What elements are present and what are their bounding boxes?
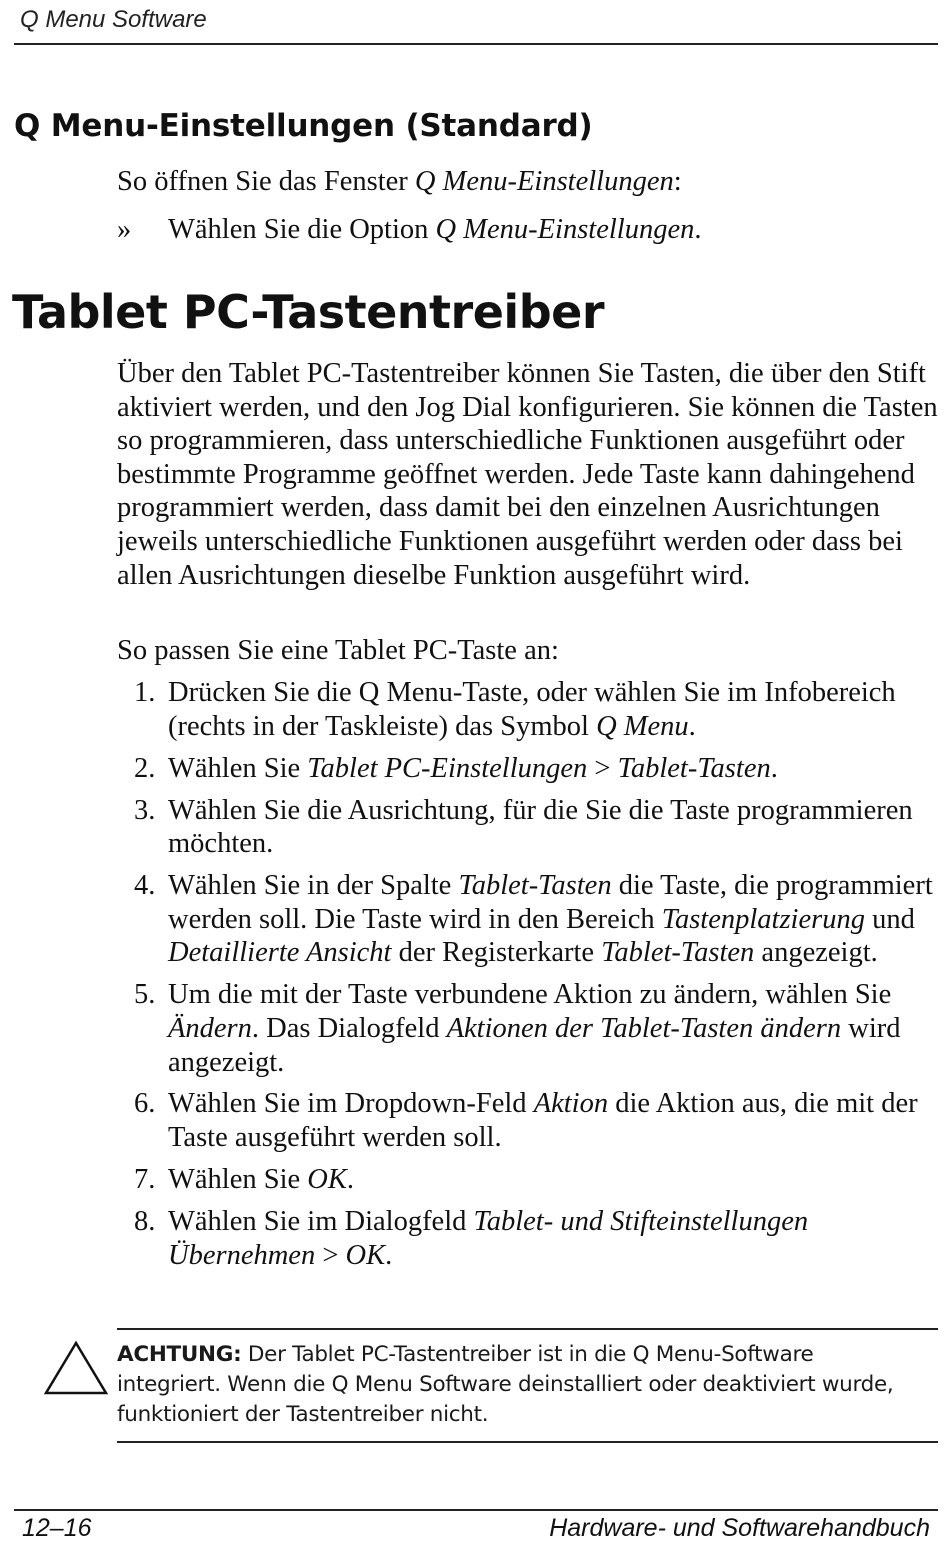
step-5	[117, 978, 939, 1079]
step-2	[117, 752, 939, 786]
step-emphasis: Tablet- und Stifteinstellungen Übernehmen	[168, 1206, 809, 1271]
step-emphasis: Aktion	[533, 1088, 609, 1120]
step-text: Wählen Sie	[168, 752, 308, 784]
step-text: .	[346, 1164, 355, 1196]
intro-paragraph: Über den Tablet PC-Tastentreiber können Sie Tasten, die über den Stift aktiviert werden, und den Jog Dial konfigurieren. Sie können die Tasten so programmieren, dass unterschiedliche Funktionen ausgeführt oder bestimmte Programme geöffnet werden. Jede Taste kann dahingehend programmiert werden, dass damit bei den einzelnen Ausrichtungen jeweils unterschiedliche Funktionen ausgeführt werden oder dass bei allen Ausrichtungen dieselbe Funktion ausgeführt wird.	[117, 358, 938, 591]
step-text: wird angezeigt.	[168, 1012, 901, 1078]
step-4	[117, 869, 939, 970]
caution-rule-top	[117, 1328, 938, 1330]
step-emphasis: OK	[307, 1164, 347, 1196]
step-emphasis: Tastenplatzierung	[661, 903, 865, 935]
caution-rule-bottom	[117, 1441, 938, 1443]
step-text: .	[688, 710, 696, 742]
footer-rule	[14, 1509, 938, 1511]
step-number: 8.	[134, 1206, 156, 1238]
step-emphasis: Tablet-Tasten	[617, 752, 771, 784]
step-emphasis: OK	[345, 1239, 386, 1271]
step-text: Wählen Sie im Dropdown-Feld	[168, 1088, 534, 1120]
step-text: .	[770, 752, 778, 784]
page-number: 12–16	[22, 1514, 92, 1542]
running-header: Q Menu Software	[20, 6, 207, 33]
step-text: die Taste, die programmiert werden soll. Die Taste wird in den Bereich	[168, 870, 933, 935]
step-emphasis: Aktionen der Tablet-Tasten ändern	[446, 1012, 842, 1044]
step-number: 4.	[134, 870, 156, 902]
caution-label: ACHTUNG:	[117, 1342, 242, 1367]
step-text: Wählen Sie im Dialogfeld	[168, 1206, 474, 1238]
step-emphasis: Tablet-Tasten	[458, 870, 612, 902]
step-6	[117, 1087, 939, 1154]
step-text: und	[864, 903, 915, 935]
bullet-mark: »	[117, 214, 132, 245]
step-emphasis: Tablet-Tasten	[601, 937, 755, 969]
step-text: die Aktion aus, die mit der Taste ausgeführt werden soll.	[168, 1088, 918, 1154]
step-text: der Registerkarte	[391, 937, 602, 969]
step-number: 6.	[134, 1088, 156, 1120]
step-text: . Das Dialogfeld	[251, 1012, 447, 1044]
step-text: .	[385, 1239, 393, 1271]
bullet-lead: Wählen Sie die Option	[168, 214, 436, 245]
step-emphasis: Tablet PC-Einstellungen	[307, 752, 588, 784]
section-heading-tablet: Tablet PC-Tastentreiber	[12, 285, 605, 339]
open-instruction	[117, 165, 939, 199]
step-text: Wählen Sie die Ausrichtung, für die Sie die Taste programmieren möchten.	[168, 794, 913, 860]
step-8	[117, 1205, 939, 1272]
open-window-name: Q Menu-Einstellungen	[414, 166, 674, 197]
step-7	[117, 1163, 939, 1197]
caution-text: Der Tablet PC-Tastentreiber ist in die Q Menu-Software integriert. Wenn die Q Menu Software deinstalliert oder deaktiviert wurde, funktioniert der Tastentreiber nicht.	[117, 1342, 894, 1427]
step-text: Wählen Sie in der Spalte	[168, 870, 459, 902]
step-text: >	[587, 752, 618, 784]
steps-lead: So passen Sie eine Tablet PC-Taste an:	[117, 635, 559, 666]
open-intro-text: So öffnen Sie das Fenster	[117, 166, 415, 197]
bullet-option: Q Menu-Einstellungen	[435, 214, 695, 245]
step-text: Um die mit der Taste verbundene Aktion zu ändern, wählen Sie	[168, 979, 892, 1011]
section-heading-qmenu: Q Menu-Einstellungen (Standard)	[14, 108, 593, 144]
step-number: 1.	[134, 677, 156, 708]
step-emphasis: Q Menu	[596, 710, 689, 742]
caution-note	[117, 1340, 907, 1430]
bullet-end: .	[694, 214, 702, 245]
step-number: 7.	[134, 1164, 156, 1196]
step-3	[117, 794, 939, 861]
step-text: Drücken Sie die Q Menu-Taste, oder wählen Sie im Infobereich (rechts in der Taskleiste) das Symbol	[168, 677, 896, 742]
step-number: 5.	[134, 979, 156, 1011]
step-text: Wählen Sie	[168, 1164, 308, 1196]
step-emphasis: Detaillierte Ansicht	[168, 937, 392, 969]
step-1	[117, 676, 939, 743]
step-number: 2.	[134, 752, 156, 784]
header-rule	[14, 43, 938, 45]
step-number: 3.	[134, 794, 156, 826]
bullet-text	[168, 213, 701, 247]
caution-triangle-icon	[43, 1340, 109, 1396]
steps-list	[117, 676, 939, 1281]
step-text: angezeigt.	[754, 937, 878, 969]
open-colon: :	[673, 166, 682, 197]
book-title: Hardware- und Softwarehandbuch	[549, 1514, 930, 1542]
step-text: >	[315, 1239, 346, 1271]
step-emphasis: Ändern	[168, 1012, 252, 1044]
